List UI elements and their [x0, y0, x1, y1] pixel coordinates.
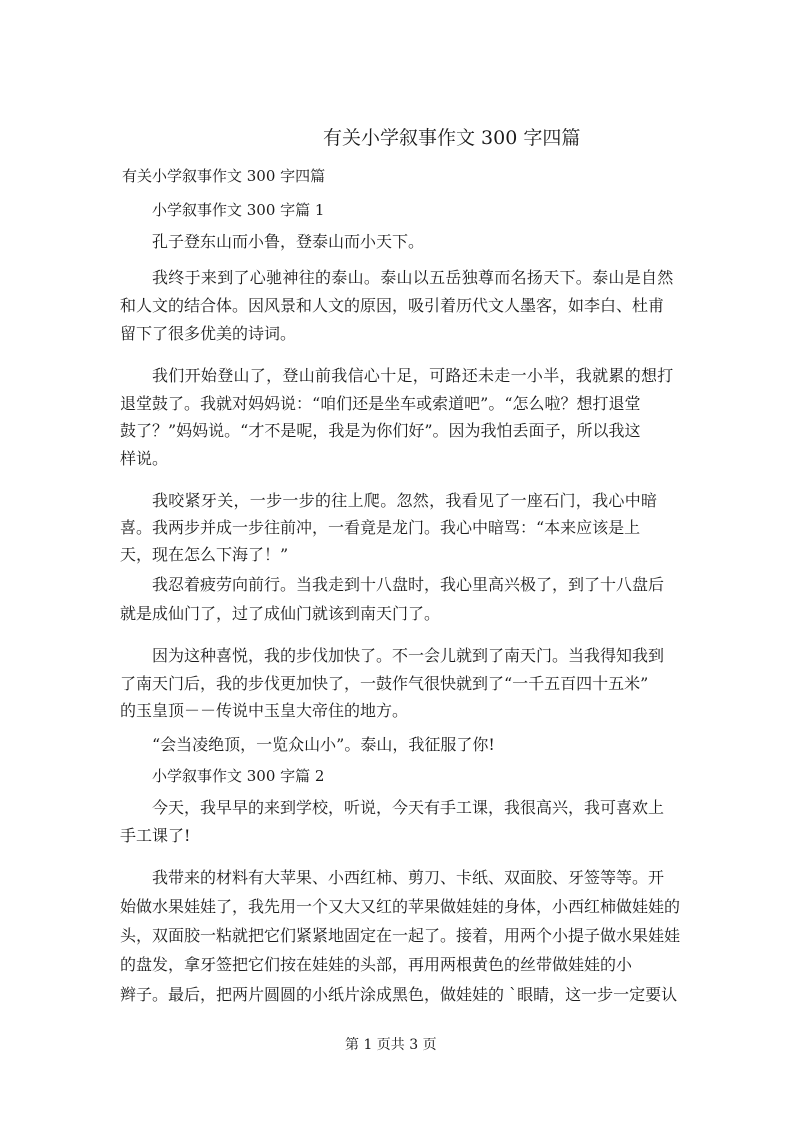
- paragraph-line: 鼓了？”妈妈说。“才不是呢，我是为你们好”。因为我怕丢面子，所以我这: [120, 421, 641, 440]
- paragraph-line: 我终于来到了心驰神往的泰山。泰山以五岳独尊而名扬天下。泰山是自然: [152, 268, 674, 287]
- section-heading-1: 小学叙事作文 300 字篇 1: [152, 201, 325, 219]
- paragraph-line: 了南天门后，我的步伐更加快了，一鼓作气很快就到了“一千五百四十五米”: [120, 674, 649, 693]
- paragraph-line: 的玉皇顶－－传说中玉皇大帝住的地方。: [120, 701, 409, 720]
- paragraph-line: 辫子。最后，把两片圆圆的小纸片涂成黑色，做娃娃的 ˋ眼睛，这一步一定要认: [120, 985, 678, 1004]
- paragraph-line: 我们开始登山了，登山前我信心十足，可路还未走一小半，我就累的想打: [152, 366, 674, 385]
- paragraph-line: 的盘发，拿牙签把它们按在娃娃的头部，再用两根黄色的丝带做娃娃的小: [120, 955, 633, 974]
- paragraph-line: 我带来的材料有大苹果、小西红柿、剪刀、卡纸、双面胶、牙签等等。开: [152, 868, 665, 887]
- paragraph-line: 我咬紧牙关，一步一步的往上爬。忽然，我看见了一座石门，我心中暗: [152, 491, 658, 510]
- paragraph-line: 孔子登东山而小鲁，登泰山而小天下。: [152, 232, 425, 251]
- paragraph-line: 我忍着疲劳向前行。当我走到十八盘时，我心里高兴极了，到了十八盘后: [152, 575, 665, 594]
- paragraph-line: 就是成仙门了，过了成仙门就该到南天门了。: [120, 604, 441, 623]
- page-footer: 第 1 页共 3 页: [345, 1037, 437, 1053]
- paragraph-line: 天，现在怎么下海了！”: [120, 545, 289, 564]
- paragraph-line: 退堂鼓了。我就对妈妈说：“咱们还是坐车或索道吧”。“怎么啦？想打退堂: [120, 394, 641, 413]
- paragraph-line: 手工课了!: [120, 826, 191, 845]
- paragraph-line: 喜。我两步并成一步往前冲，一看竟是龙门。我心中暗骂：“本来应该是上: [120, 518, 641, 537]
- paragraph-line: 今天，我早早的来到学校，听说，今天有手工课，我很高兴，我可喜欢上: [152, 798, 665, 817]
- paragraph-line: 始做水果娃娃了，我先用一个又大又红的苹果做娃娃的身体，小西红柿做娃娃的: [120, 897, 681, 916]
- paragraph-line: 留下了很多优美的诗词。: [120, 324, 297, 343]
- paragraph-line: 和人文的结合体。因风景和人文的原因，吸引着历代文人墨客，如李白、杜甫: [120, 296, 665, 315]
- paragraph-line: 因为这种喜悦，我的步伐加快了。不一会儿就到了南天门。当我得知我到: [152, 646, 665, 665]
- document-subtitle: 有关小学叙事作文 300 字四篇: [122, 167, 326, 185]
- section-heading-2: 小学叙事作文 300 字篇 2: [152, 767, 325, 785]
- paragraph-line: 样说。: [120, 449, 169, 468]
- paragraph-line: 头，双面胶一粘就把它们紧紧地固定在一起了。接着，用两个小提子做水果娃娃: [120, 926, 681, 945]
- document-title: 有关小学叙事作文 300 字四篇: [323, 127, 581, 149]
- paragraph-line: “会当凌绝顶，一览众山小”。泰山，我征服了你!: [152, 735, 495, 754]
